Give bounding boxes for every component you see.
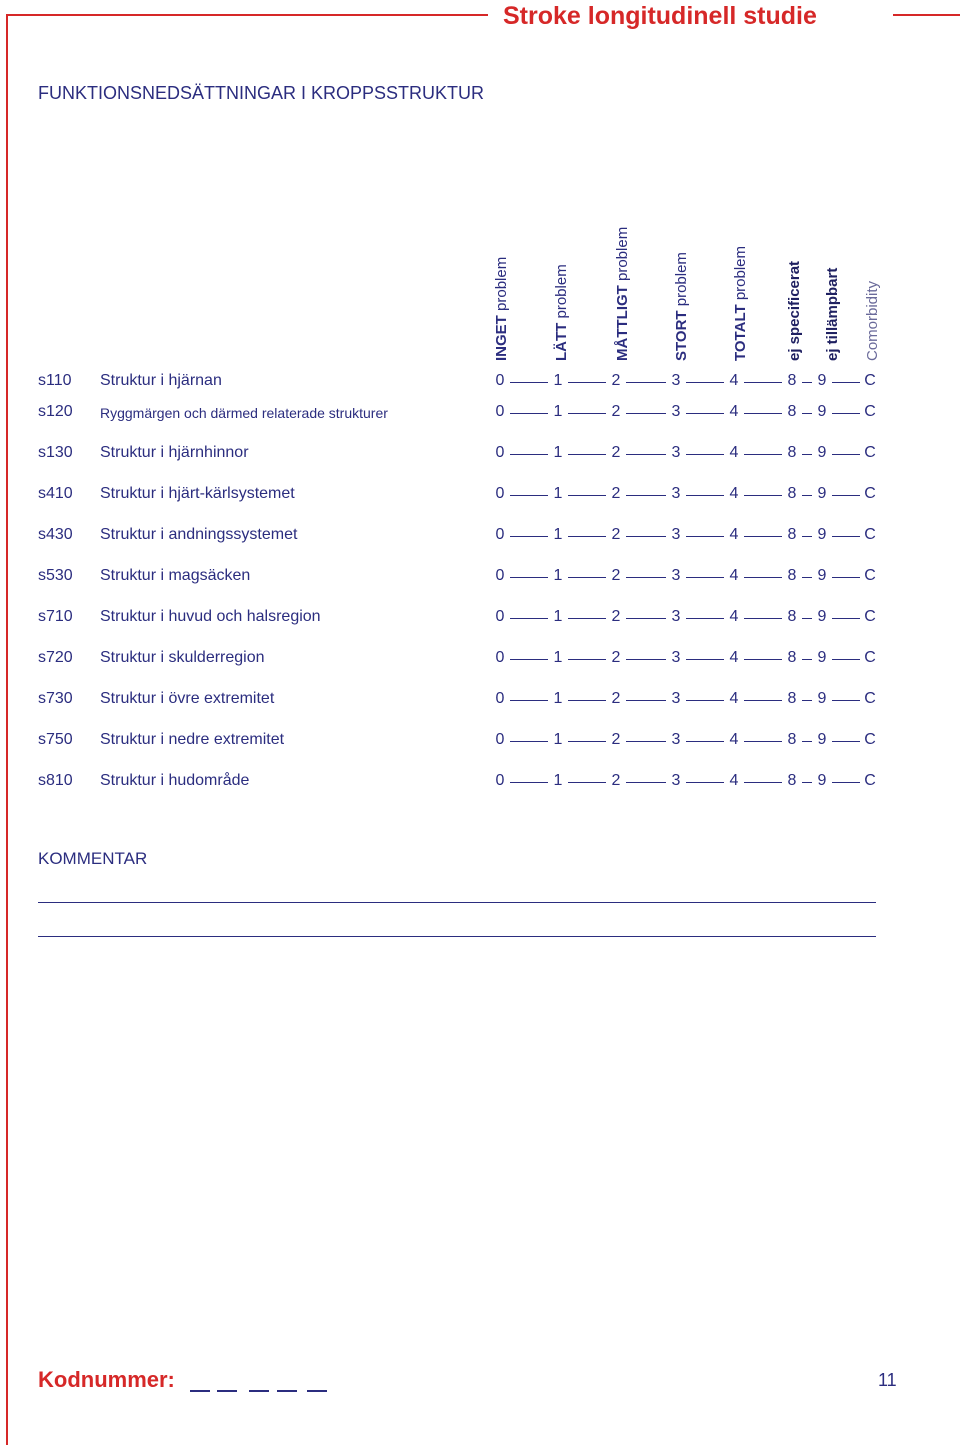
- rating-option[interactable]: C: [864, 731, 876, 748]
- table-row: [0, 649, 960, 671]
- rating-connector-line: [568, 382, 606, 383]
- rating-option[interactable]: C: [864, 649, 876, 666]
- rating-connector-line: [744, 741, 782, 742]
- rating-connector-line: [686, 700, 724, 701]
- rating-connector-line: [832, 536, 860, 537]
- rating-option[interactable]: 3: [671, 608, 681, 625]
- row-code: s710: [38, 608, 73, 625]
- rating-option[interactable]: 1: [553, 772, 563, 789]
- rating-option[interactable]: 2: [611, 731, 621, 748]
- column-header-bold: LÄTT: [553, 322, 570, 361]
- rating-option[interactable]: 0: [495, 731, 505, 748]
- row-label: Struktur i hudområde: [100, 772, 250, 789]
- rating-connector-line: [802, 659, 812, 660]
- rating-option[interactable]: 4: [729, 526, 739, 543]
- rating-connector-line: [802, 577, 812, 578]
- column-header-rest: problem: [673, 252, 690, 311]
- column-header-bold: ej specificerat: [786, 260, 803, 361]
- rating-option[interactable]: 3: [671, 526, 681, 543]
- rating-connector-line: [626, 382, 666, 383]
- rating-option[interactable]: 2: [611, 772, 621, 789]
- rating-connector-line: [802, 382, 812, 383]
- rating-option[interactable]: 9: [817, 403, 827, 420]
- rating-connector-line: [626, 782, 666, 783]
- rating-connector-line: [686, 659, 724, 660]
- rating-connector-line: [744, 382, 782, 383]
- rating-option[interactable]: 9: [817, 485, 827, 502]
- rating-option[interactable]: 0: [495, 526, 505, 543]
- rating-option[interactable]: 1: [553, 608, 563, 625]
- rating-option[interactable]: 8: [787, 485, 797, 502]
- row-code: s730: [38, 690, 73, 707]
- rating-option[interactable]: 8: [787, 567, 797, 584]
- rating-connector-line: [686, 741, 724, 742]
- rating-option[interactable]: 0: [495, 444, 505, 461]
- rating-connector-line: [832, 741, 860, 742]
- row-label: Ryggmärgen och därmed relaterade strukturer: [100, 405, 388, 421]
- rating-option[interactable]: 4: [729, 444, 739, 461]
- rating-option[interactable]: 2: [611, 608, 621, 625]
- rating-connector-line: [626, 577, 666, 578]
- column-header-rest: problem: [614, 226, 631, 286]
- rating-connector-line: [802, 495, 812, 496]
- rating-connector-line: [686, 618, 724, 619]
- row-code: s110: [38, 372, 72, 389]
- rating-option[interactable]: 9: [817, 567, 827, 584]
- row-code: s720: [38, 649, 73, 666]
- rating-option[interactable]: 3: [671, 690, 681, 707]
- rating-connector-line: [744, 700, 782, 701]
- page-number: 11: [878, 1370, 897, 1390]
- rating-connector-line: [686, 382, 724, 383]
- column-header-bold: STORT: [673, 310, 690, 361]
- rating-option[interactable]: 9: [817, 731, 827, 748]
- rating-connector-line: [568, 659, 606, 660]
- row-code: s810: [38, 772, 73, 789]
- row-label: Struktur i hjärt-kärlsystemet: [100, 485, 295, 502]
- rating-option[interactable]: 4: [729, 403, 739, 420]
- rating-connector-line: [744, 618, 782, 619]
- frame-top-line-right: [893, 14, 960, 16]
- table-row: [0, 608, 960, 630]
- column-header-6: [824, 201, 846, 361]
- rating-option[interactable]: 3: [671, 649, 681, 666]
- rating-connector-line: [832, 659, 860, 660]
- rating-option[interactable]: C: [864, 608, 876, 625]
- rating-connector-line: [626, 659, 666, 660]
- column-header-bold: ej tillämpbart: [824, 267, 841, 361]
- rating-option[interactable]: 8: [787, 444, 797, 461]
- rating-option[interactable]: 8: [787, 403, 797, 420]
- rating-option[interactable]: 2: [611, 372, 621, 389]
- rating-option[interactable]: C: [864, 485, 876, 502]
- rating-connector-line: [802, 618, 812, 619]
- rating-connector-line: [568, 495, 606, 496]
- frame-top-line-left: [6, 14, 488, 16]
- rating-option[interactable]: 3: [671, 731, 681, 748]
- rating-option[interactable]: 3: [671, 567, 681, 584]
- row-code: s750: [38, 731, 73, 748]
- rating-connector-line: [686, 536, 724, 537]
- rating-option[interactable]: 0: [495, 372, 505, 389]
- rating-option[interactable]: 1: [553, 444, 563, 461]
- rating-option[interactable]: 0: [495, 649, 505, 666]
- rating-option[interactable]: 3: [671, 485, 681, 502]
- rating-option[interactable]: 9: [817, 772, 827, 789]
- row-code: s530: [38, 567, 73, 584]
- rating-connector-line: [686, 577, 724, 578]
- rating-option[interactable]: 2: [611, 526, 621, 543]
- comment-line[interactable]: [38, 902, 876, 903]
- row-label: Struktur i hjärnhinnor: [100, 444, 249, 461]
- row-label: Struktur i övre extremitet: [100, 690, 275, 707]
- rating-option[interactable]: 4: [729, 567, 739, 584]
- column-header-3: [673, 201, 695, 361]
- rating-option[interactable]: 0: [495, 608, 505, 625]
- rating-connector-line: [568, 454, 606, 455]
- code-number-blank[interactable]: [190, 1390, 210, 1392]
- table-row: [0, 567, 960, 589]
- rating-connector-line: [832, 382, 860, 383]
- rating-connector-line: [626, 495, 666, 496]
- rating-connector-line: [626, 741, 666, 742]
- row-label: Struktur i huvud och halsregion: [100, 608, 321, 625]
- rating-option[interactable]: 1: [553, 731, 563, 748]
- table-row: [0, 444, 960, 466]
- rating-option[interactable]: 8: [787, 372, 797, 389]
- rating-option[interactable]: 3: [671, 772, 681, 789]
- rating-connector-line: [510, 659, 548, 660]
- rating-connector-line: [744, 659, 782, 660]
- rating-connector-line: [568, 741, 606, 742]
- column-header-0: [493, 201, 515, 361]
- column-header-bold: TOTALT: [732, 304, 749, 361]
- rating-option[interactable]: C: [864, 690, 876, 707]
- row-code: s130: [38, 444, 73, 461]
- row-code: s430: [38, 526, 73, 543]
- rating-connector-line: [802, 782, 812, 783]
- rating-option[interactable]: 9: [817, 649, 827, 666]
- section-heading: FUNKTIONSNEDSÄTTNINGAR I KROPPSSTRUKTUR: [38, 83, 485, 103]
- rating-option[interactable]: 2: [611, 485, 621, 502]
- column-header-1: [553, 201, 575, 361]
- rating-connector-line: [802, 741, 812, 742]
- rating-option[interactable]: 8: [787, 731, 797, 748]
- rating-connector-line: [568, 577, 606, 578]
- row-label: Struktur i skulderregion: [100, 649, 265, 666]
- row-code: s410: [38, 485, 73, 502]
- comment-line[interactable]: [38, 936, 876, 937]
- rating-connector-line: [832, 618, 860, 619]
- column-header-rest: problem: [732, 245, 749, 305]
- rating-connector-line: [744, 536, 782, 537]
- row-label: Struktur i magsäcken: [100, 567, 251, 584]
- column-header-rest: Comorbidity: [864, 280, 881, 361]
- rating-connector-line: [568, 700, 606, 701]
- rating-connector-line: [802, 413, 812, 414]
- rating-option[interactable]: 1: [553, 485, 563, 502]
- column-header-5: [786, 201, 808, 361]
- rating-option[interactable]: 4: [729, 485, 739, 502]
- rating-connector-line: [568, 782, 606, 783]
- rating-option[interactable]: C: [864, 403, 876, 420]
- rating-connector-line: [510, 577, 548, 578]
- rating-option[interactable]: 2: [611, 567, 621, 584]
- rating-option[interactable]: 2: [611, 690, 621, 707]
- table-row: [0, 372, 960, 394]
- rating-option[interactable]: 0: [495, 567, 505, 584]
- rating-option[interactable]: 8: [787, 690, 797, 707]
- rating-connector-line: [832, 782, 860, 783]
- rating-option[interactable]: 4: [729, 690, 739, 707]
- document-title: Stroke longitudinell studie: [503, 2, 817, 30]
- table-row: [0, 485, 960, 507]
- rating-connector-line: [686, 782, 724, 783]
- rating-connector-line: [568, 536, 606, 537]
- rating-option[interactable]: 8: [787, 608, 797, 625]
- code-number-blank[interactable]: [249, 1390, 269, 1392]
- rating-option[interactable]: 1: [553, 403, 563, 420]
- rating-option[interactable]: 1: [553, 649, 563, 666]
- rating-option[interactable]: 9: [817, 444, 827, 461]
- rating-connector-line: [510, 495, 548, 496]
- rating-connector-line: [744, 413, 782, 414]
- column-header-7: [864, 201, 886, 361]
- rating-option[interactable]: 4: [729, 731, 739, 748]
- rating-option[interactable]: 8: [787, 649, 797, 666]
- rating-connector-line: [832, 413, 860, 414]
- rating-connector-line: [802, 454, 812, 455]
- rating-connector-line: [744, 495, 782, 496]
- rating-connector-line: [744, 577, 782, 578]
- rating-option[interactable]: 0: [495, 485, 505, 502]
- rating-option[interactable]: C: [864, 567, 876, 584]
- rating-option[interactable]: 9: [817, 526, 827, 543]
- rating-connector-line: [510, 618, 548, 619]
- rating-option[interactable]: 3: [671, 444, 681, 461]
- row-label: Struktur i hjärnan: [100, 372, 222, 389]
- rating-option[interactable]: 0: [495, 403, 505, 420]
- table-row: [0, 526, 960, 548]
- rating-connector-line: [686, 495, 724, 496]
- table-row: [0, 731, 960, 753]
- rating-option[interactable]: 4: [729, 649, 739, 666]
- rating-connector-line: [510, 782, 548, 783]
- rating-connector-line: [832, 577, 860, 578]
- rating-connector-line: [802, 700, 812, 701]
- rating-option[interactable]: 8: [787, 526, 797, 543]
- rating-connector-line: [626, 536, 666, 537]
- rating-connector-line: [802, 536, 812, 537]
- comment-heading: KOMMENTAR: [38, 849, 148, 868]
- code-number-blank[interactable]: [307, 1390, 327, 1392]
- rating-connector-line: [744, 782, 782, 783]
- rating-option[interactable]: 0: [495, 690, 505, 707]
- rating-connector-line: [510, 700, 548, 701]
- rating-connector-line: [626, 454, 666, 455]
- rating-option[interactable]: C: [864, 772, 876, 789]
- rating-option[interactable]: 2: [611, 649, 621, 666]
- rating-connector-line: [744, 454, 782, 455]
- code-number-blank[interactable]: [217, 1390, 237, 1392]
- column-header-rest: problem: [553, 264, 570, 323]
- column-header-rest: problem: [493, 256, 510, 316]
- column-header-bold: INGET: [493, 315, 510, 361]
- column-header-2: [614, 201, 636, 361]
- table-row: [0, 690, 960, 712]
- rating-connector-line: [510, 454, 548, 455]
- rating-option[interactable]: 3: [671, 403, 681, 420]
- rating-option[interactable]: 9: [817, 372, 827, 389]
- rating-option[interactable]: 1: [553, 372, 563, 389]
- rating-option[interactable]: 9: [817, 608, 827, 625]
- code-number-blank[interactable]: [277, 1390, 297, 1392]
- rating-option[interactable]: 4: [729, 372, 739, 389]
- rating-connector-line: [510, 536, 548, 537]
- rating-option[interactable]: 1: [553, 567, 563, 584]
- rating-option[interactable]: 2: [611, 403, 621, 420]
- rating-option[interactable]: 2: [611, 444, 621, 461]
- rating-connector-line: [832, 454, 860, 455]
- rating-option[interactable]: C: [864, 526, 876, 543]
- rating-option[interactable]: 3: [671, 372, 681, 389]
- rating-connector-line: [686, 454, 724, 455]
- rating-connector-line: [832, 495, 860, 496]
- rating-connector-line: [626, 618, 666, 619]
- rating-option[interactable]: C: [864, 444, 876, 461]
- rating-connector-line: [626, 413, 666, 414]
- rating-connector-line: [832, 700, 860, 701]
- rating-connector-line: [510, 413, 548, 414]
- table-row: [0, 403, 960, 425]
- rating-connector-line: [686, 413, 724, 414]
- rating-option[interactable]: 1: [553, 690, 563, 707]
- row-label: Struktur i nedre extremitet: [100, 731, 285, 748]
- rating-connector-line: [510, 382, 548, 383]
- rating-connector-line: [510, 741, 548, 742]
- rating-connector-line: [568, 618, 606, 619]
- table-row: [0, 772, 960, 794]
- row-label: Struktur i andningssystemet: [100, 526, 298, 543]
- rating-connector-line: [626, 700, 666, 701]
- code-number-label: Kodnummer:: [38, 1367, 175, 1392]
- column-header-4: [732, 201, 754, 361]
- rating-option[interactable]: 4: [729, 772, 739, 789]
- rating-option[interactable]: 1: [553, 526, 563, 543]
- rating-option[interactable]: C: [864, 372, 876, 389]
- rating-option[interactable]: 4: [729, 608, 739, 625]
- row-code: s120: [38, 403, 73, 420]
- rating-connector-line: [568, 413, 606, 414]
- rating-option[interactable]: 0: [495, 772, 505, 789]
- frame-left-line: [6, 14, 8, 1445]
- rating-option[interactable]: 8: [787, 772, 797, 789]
- column-header-bold: MÅTTLIGT: [614, 285, 631, 361]
- rating-option[interactable]: 9: [817, 690, 827, 707]
